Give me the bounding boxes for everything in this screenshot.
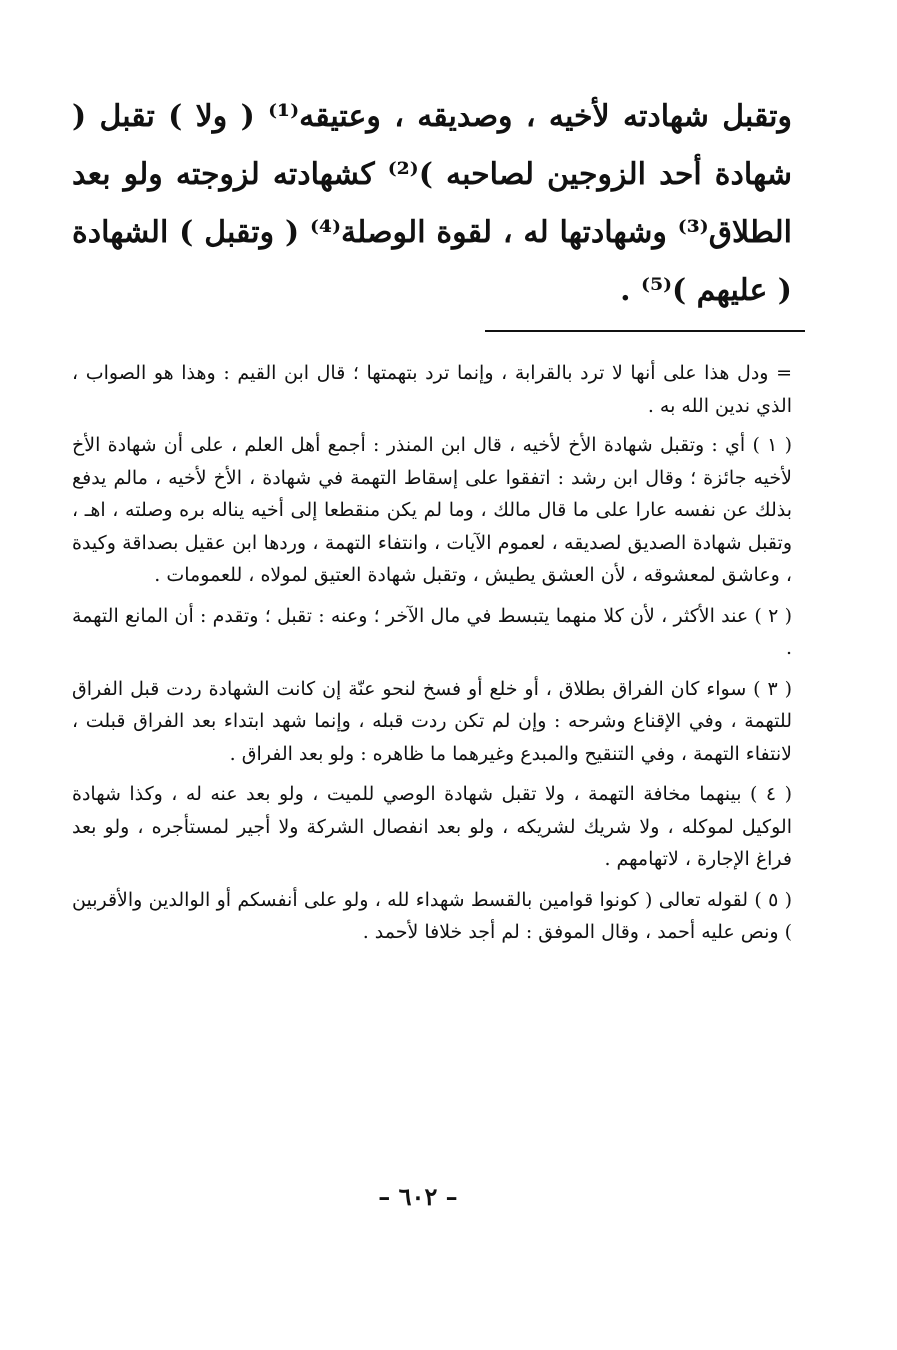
footnote-2: ( ٢ ) عند الأكثر ، لأن كلا منهما يتبسط في مال الآخر ؛ وعنه : تقبل ؛ وتقدم : أن المانع التهمة . (72, 604, 792, 659)
footnote-1: ( ١ ) أي : وتقبل شهادة الأخ لأخيه ، قال ابن المنذر : أجمع أهل العلم ، على أن شهادة الأخ لأخيه جائزة ؛ وقال ابن رشد : اتفقوا على إسقاط التهمة في شهادة ، الأخ لأخيه ، مالم يدفع بذلك عن نفسه عارا على ما قال مالك ، وما لم يكن منقطعا إلى أخيه يناله بره وصلته ، اهـ ، وتقبل شهادة الصديق لصديقه ، لعموم الآيات ، وانتفاء التهمة ، وردها ابن عقيل بصداقة وكيدة ، وعاشق لمعشوقه ، لأن العشق يطيش ، وتقبل شهادة العتيق لمولاه ، للعمومات . (72, 434, 792, 586)
main-paragraph: وتقبل شهادته لأخيه ، وصديقه ، وعتيقه⁽¹⁾ ( ولا ) تقبل ( شهادة أحد الزوجين لصاحبه )⁽²⁾ كشهادته لزوجته ولو بعد الطلاق⁽³⁾ وشهادتها له ، لقوة الوصلة⁽⁴⁾ ( وتقبل ) الشهادة ( عليهم )⁽⁵⁾ . (72, 99, 792, 308)
page-number: – ٦٠٢ – (378, 1182, 458, 1211)
main-text-block (72, 88, 792, 320)
footnote-continuation: = ودل هذا على أنها لا ترد بالقرابة ، وإنما ترد بتهمتها ؛ قال ابن القيم : وهذا هو الصواب ، الذي ندين الله به . (72, 362, 792, 417)
footnotes-block (72, 357, 792, 957)
footnote-divider (485, 330, 805, 332)
footnote-4: ( ٤ ) بينهما مخافة التهمة ، ولا تقبل شهادة الوصي للميت ، ولو بعد عنه له ، وكذا شهادة الوكيل لموكله ، ولا شريك لشريكه ، ولو بعد انفصال الشركة ولا أجير لمستأجره ، ولو بعد فراغ الإجارة ، لاتهامهم . (72, 783, 792, 870)
footnote-3: ( ٣ ) سواء كان الفراق بطلاق ، أو خلع أو فسخ لنحو عنّة إن كانت الشهادة ردت قبل الفراق للتهمة ، وفي الإقناع وشرحه : وإن لم تكن ردت قبله ، وإنما شهد ابتداء بعد الفراق قبلت ، لانتفاء التهمة ، وفي التنقيح والمبدع وغيرهما ما ظاهره : ولو بعد الفراق . (72, 677, 793, 765)
footnote-5: ( ٥ ) لقوله تعالى ( كونوا قوامين بالقسط شهداء لله ، ولو على أنفسكم أو الوالدين والأقربين ) ونص عليه أحمد ، وقال الموفق : لم أجد خلافا لأحمد . (72, 888, 793, 943)
